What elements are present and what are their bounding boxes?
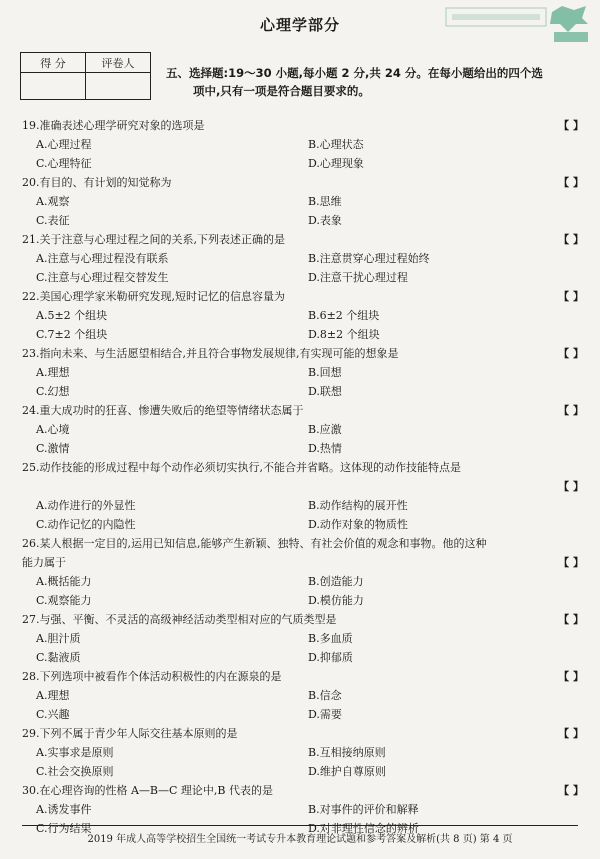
option: A.胆汁质: [36, 632, 81, 645]
question: [22, 667, 588, 724]
option: C.社会交换原则: [36, 765, 114, 778]
footer-divider: [22, 825, 578, 826]
option: D.表象: [308, 214, 342, 227]
option: D.模仿能力: [308, 594, 364, 607]
answer-bracket: 【 】: [558, 347, 584, 360]
option: A.动作进行的外显性: [36, 499, 136, 512]
option: A.心境: [36, 423, 70, 436]
grader-label: 评卷人: [86, 53, 151, 73]
answer-bracket: 【 】: [558, 480, 584, 493]
option: C.心理特征: [36, 157, 92, 170]
option: A.概括能力: [36, 575, 92, 588]
option: B.动作结构的展开性: [308, 499, 408, 512]
question-stem: 22.美国心理学家米勒研究发现,短时记忆的信息容量为: [22, 290, 285, 303]
option: B.6±2 个组块: [308, 309, 380, 322]
answer-bracket: 【 】: [558, 404, 584, 417]
option: D.8±2 个组块: [308, 328, 380, 341]
question-stem: 24.重大成功时的狂喜、惨遭失败后的绝望等情绪状态属于: [22, 404, 304, 417]
option: A.心理过程: [36, 138, 92, 151]
option: C.黏液质: [36, 651, 81, 664]
option: B.信念: [308, 689, 342, 702]
option: C.行为结果: [36, 822, 92, 835]
question-stem: 27.与强、平衡、不灵活的高级神经活动类型相对应的气质类型是: [22, 613, 337, 626]
answer-bracket: 【 】: [558, 176, 584, 189]
option: B.互相接纳原则: [308, 746, 386, 759]
answer-bracket: 【 】: [558, 556, 584, 569]
option: C.注意与心理过程交替发生: [36, 271, 169, 284]
answer-bracket: 【 】: [558, 727, 584, 740]
option: D.对非理性信念的辨析: [308, 822, 419, 835]
question-stem: 21.关于注意与心理过程之间的关系,下列表述正确的是: [22, 233, 285, 246]
question-stem: 23.指向未来、与生活愿望相结合,并且符合事物发展规律,有实现可能的想象是: [22, 347, 399, 360]
answer-bracket: 【 】: [558, 290, 584, 303]
option: C.激情: [36, 442, 70, 455]
answer-bracket: 【 】: [558, 233, 584, 246]
question-stem: 20.有目的、有计划的知觉称为: [22, 176, 172, 189]
option: A.5±2 个组块: [36, 309, 108, 322]
question-stem: 28.下列选项中被看作个体活动积极性的内在源泉的是: [22, 670, 282, 683]
question-list: [22, 116, 588, 838]
option: B.回想: [308, 366, 342, 379]
page-footer: 2019 年成人高等学校招生全国统一考试专升本教育理论试题和参考答案及解析(共 8 页) 第 4 页: [87, 834, 513, 845]
question: [22, 534, 588, 610]
question: [22, 344, 588, 401]
option: A.诱发事件: [36, 803, 92, 816]
question-stem: 19.准确表述心理学研究对象的选项是: [22, 119, 205, 132]
answer-bracket: 【 】: [558, 119, 584, 132]
option: B.应激: [308, 423, 342, 436]
option: D.热情: [308, 442, 342, 455]
question: [22, 401, 588, 458]
grader-cell: [86, 73, 151, 100]
option: D.注意干扰心理过程: [308, 271, 408, 284]
option: B.心理状态: [308, 138, 364, 151]
option: B.多血质: [308, 632, 353, 645]
question: [22, 116, 588, 173]
question-stem: 26.某人根据一定目的,运用已知信息,能够产生新颖、独特、有社会价值的观念和事物。他的这种: [22, 537, 487, 550]
option: D.抑郁质: [308, 651, 353, 664]
option: A.理想: [36, 689, 70, 702]
question-stem-continued: 能力属于: [22, 556, 66, 569]
option: A.注意与心理过程没有联系: [36, 252, 169, 265]
option: C.幻想: [36, 385, 70, 398]
score-cell: [21, 73, 86, 100]
option: C.表征: [36, 214, 70, 227]
question-stem: 29.下列不属于青少年人际交往基本原则的是: [22, 727, 238, 740]
option: B.注意贯穿心理过程始终: [308, 252, 430, 265]
score-label: 得 分: [21, 53, 86, 73]
answer-bracket: 【 】: [558, 613, 584, 626]
question: [22, 610, 588, 667]
option: D.需要: [308, 708, 342, 721]
option: D.动作对象的物质性: [308, 518, 408, 531]
option: C.兴趣: [36, 708, 70, 721]
option: A.观察: [36, 195, 70, 208]
option: C.7±2 个组块: [36, 328, 108, 341]
score-table: [20, 52, 151, 100]
question-stem: 25.动作技能的形成过程中每个动作必须切实执行,不能合并省略。这体现的动作技能特点是: [22, 461, 461, 474]
option: A.实事求是原则: [36, 746, 114, 759]
option: C.观察能力: [36, 594, 92, 607]
question: [22, 287, 588, 344]
section-instruction: [166, 64, 586, 100]
option: B.思维: [308, 195, 342, 208]
question-stem: 30.在心理咨询的性格 A—B—C 理论中,B 代表的是: [22, 784, 274, 797]
question: [22, 173, 588, 230]
option: A.理想: [36, 366, 70, 379]
option: B.对事件的评价和解释: [308, 803, 419, 816]
instruction-line-2: 项中,只有一项是符合题目要求的。: [193, 84, 370, 98]
question: [22, 724, 588, 781]
question: [22, 458, 588, 534]
option: D.联想: [308, 385, 342, 398]
instruction-line-1: 五、选择题:19～30 小题,每小题 2 分,共 24 分。在每小题给出的四个选: [166, 66, 543, 80]
section-title: 心理学部分: [259, 16, 340, 34]
answer-bracket: 【 】: [558, 784, 584, 797]
answer-bracket: 【 】: [558, 670, 584, 683]
option: D.心理现象: [308, 157, 364, 170]
question: [22, 230, 588, 287]
option: D.维护自尊原则: [308, 765, 386, 778]
option: C.动作记忆的内隐性: [36, 518, 136, 531]
option: B.创造能力: [308, 575, 364, 588]
